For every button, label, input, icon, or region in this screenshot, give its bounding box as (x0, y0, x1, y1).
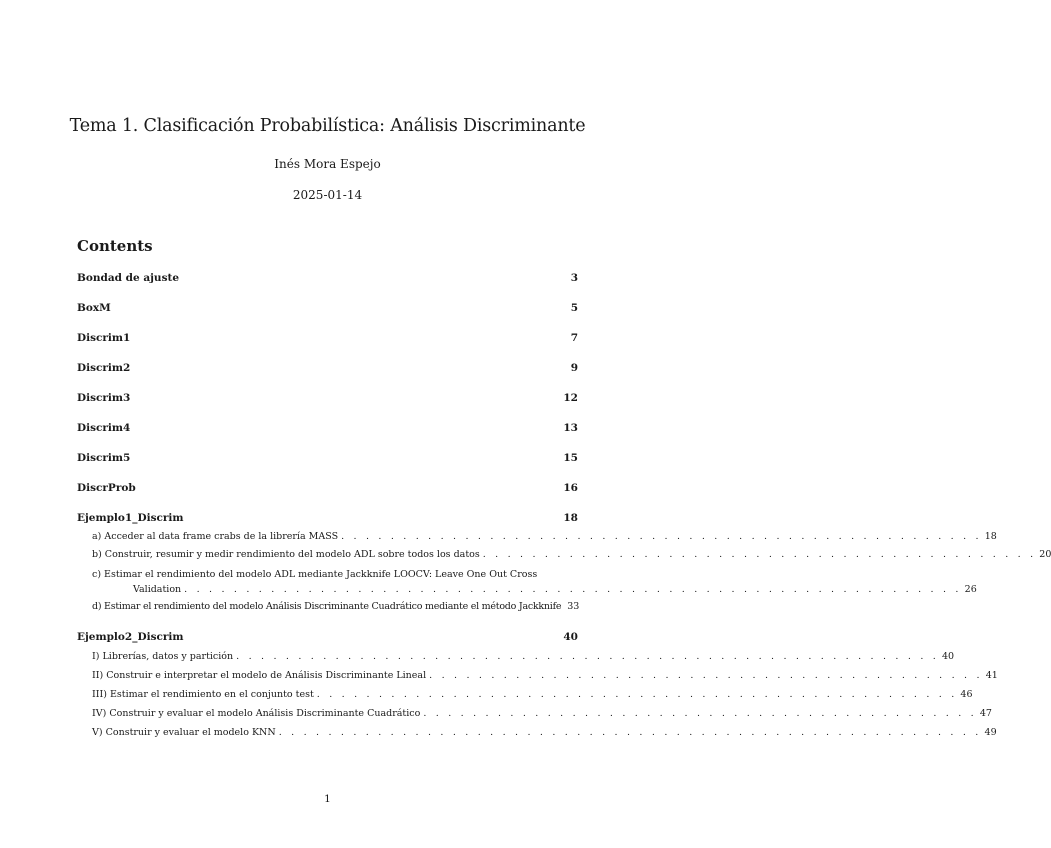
toc-leader-dots: . . . . . . . . . . . . . . . . . . . . . . . . . . . . . . . . . . . . . . . . . . . . . . . . . . . . (316, 689, 958, 700)
toc-section-label: Discrim3 (77, 392, 131, 404)
toc-section-discrim5[interactable] (77, 452, 578, 465)
toc-leader-dots: . . . . . . . . . . . . . . . . . . . . . . . . . . . . . . . . . . . . . . . . . . . . . . . . . . . . . . . . . (278, 727, 982, 738)
toc-subsection-e1-a[interactable] (92, 531, 997, 543)
toc-subsection-label: V) Construir y evaluar el modelo KNN (92, 727, 279, 739)
toc-subsection-label: c) Estimar el rendimiento del modelo ADL mediante Jackknife LOOCV: Leave One Out Cross (92, 569, 538, 580)
toc-leader-dots: . . . . . . . . . . . . . . . . . . . . . . . . . . . . . . . . . . . . . . . . . . . . . . . . . . . . (341, 531, 982, 542)
toc-section-page: 15 (563, 452, 578, 464)
document-date: 2025-01-14 (292, 188, 363, 202)
page-number: 1 (324, 793, 331, 805)
toc-subsection-label: d) Estimar el rendimiento del modelo Análisis Discriminante Cuadrático mediante el método Jackknife (92, 601, 564, 613)
toc-subsection-label: III) Estimar el rendimiento en el conjunto test (92, 689, 317, 701)
toc-section-label: Discrim5 (77, 452, 131, 464)
toc-leader-dots: . . . . . . . . . . . . . . . . . . . . . . . . . . . . . . . . . . . . . . . . . . . . . . . . . . . . . . . . . (236, 651, 939, 662)
toc-section-label: Ejemplo1_Discrim (77, 512, 184, 524)
toc-subsection-page: 20 (1036, 549, 1051, 561)
toc-subsection-e2-iv[interactable] (92, 708, 992, 720)
toc-subsection-page: 49 (982, 727, 997, 739)
toc-leader-dots: . . . . . . . . . . . . . . . . . . . . . . . . . . . . . . . . . . . . . . . . . . . . . . . . . . . . . . . . . . . . . . . (184, 584, 962, 595)
toc-subsection-e2-v[interactable] (92, 727, 997, 739)
toc-section-bondad[interactable] (77, 272, 578, 285)
toc-subsection-label: b) Construir, resumir y medir rendimiento del modelo ADL sobre todos los datos (92, 549, 483, 561)
toc-section-discrim3[interactable] (77, 392, 578, 405)
toc-section-page: 13 (563, 422, 578, 434)
toc-section-page: 3 (570, 272, 578, 284)
toc-section-label: Discrim2 (77, 362, 131, 374)
contents-heading: Contents (77, 237, 153, 255)
toc-section-page: 5 (570, 302, 578, 314)
toc-section-ejemplo2[interactable] (77, 631, 578, 644)
toc-section-page: 9 (570, 362, 578, 374)
toc-section-label: BoxM (77, 302, 111, 314)
toc-section-discrim1[interactable] (77, 332, 578, 345)
toc-leader-dots: . . . . . . . . . . . . . . . . . . . . . . . . . . . . . . . . . . . . . . . . . . . . . (482, 549, 1037, 560)
toc-subsection-e2-iii[interactable] (92, 689, 973, 701)
toc-section-ejemplo1[interactable] (77, 512, 578, 525)
toc-subsection-e2-ii[interactable] (92, 670, 998, 682)
document-title: Tema 1. Clasificación Probabilística: Análisis Discriminante (69, 116, 586, 136)
toc-section-page: 12 (563, 392, 578, 404)
toc-section-page: 18 (563, 512, 578, 524)
toc-subsection-label: II) Construir e interpretar el modelo de Análisis Discriminante Lineal (92, 670, 429, 682)
toc-section-label: DiscrProb (77, 482, 136, 494)
toc-section-discrprob[interactable] (77, 482, 578, 495)
toc-subsection-e2-i[interactable] (92, 651, 955, 663)
toc-subsection-page: 26 (962, 584, 977, 596)
toc-subsection-page: 33 (564, 601, 579, 613)
toc-subsection-label-cont: Validation (133, 584, 184, 596)
toc-leader-dots: . . . . . . . . . . . . . . . . . . . . . . . . . . . . . . . . . . . . . . . . . . . . . (429, 670, 983, 681)
toc-subsection-label: a) Acceder al data frame crabs de la librería MASS (92, 531, 341, 543)
toc-subsection-e1-c[interactable] (92, 569, 977, 596)
toc-subsection-e1-b[interactable] (92, 549, 1051, 561)
toc-subsection-label: IV) Construir y evaluar el modelo Análisis Discriminante Cuadrático (92, 708, 423, 720)
toc-section-page: 40 (563, 631, 578, 643)
toc-subsection-e1-d[interactable] (92, 601, 578, 613)
toc-subsection-page: 47 (977, 708, 992, 720)
toc-subsection-page: 41 (983, 670, 998, 682)
toc-section-boxm[interactable] (77, 302, 578, 315)
toc-section-label: Ejemplo2_Discrim (77, 631, 184, 643)
toc-section-label: Bondad de ajuste (77, 272, 180, 284)
toc-section-label: Discrim4 (77, 422, 131, 434)
toc-subsection-label: I) Librerías, datos y partición (92, 651, 236, 663)
toc-section-label: Discrim1 (77, 332, 131, 344)
toc-leader-dots: . . . . . . . . . . . . . . . . . . . . . . . . . . . . . . . . . . . . . . . . . . . . . (423, 708, 977, 719)
toc-subsection-page: 40 (939, 651, 954, 663)
document-author: Inés Mora Espejo (274, 157, 381, 171)
toc-subsection-page: 18 (982, 531, 997, 543)
toc-section-page: 7 (570, 332, 578, 344)
toc-section-discrim4[interactable] (77, 422, 578, 435)
toc-subsection-page: 46 (957, 689, 972, 701)
toc-section-discrim2[interactable] (77, 362, 578, 375)
toc-section-page: 16 (563, 482, 578, 494)
